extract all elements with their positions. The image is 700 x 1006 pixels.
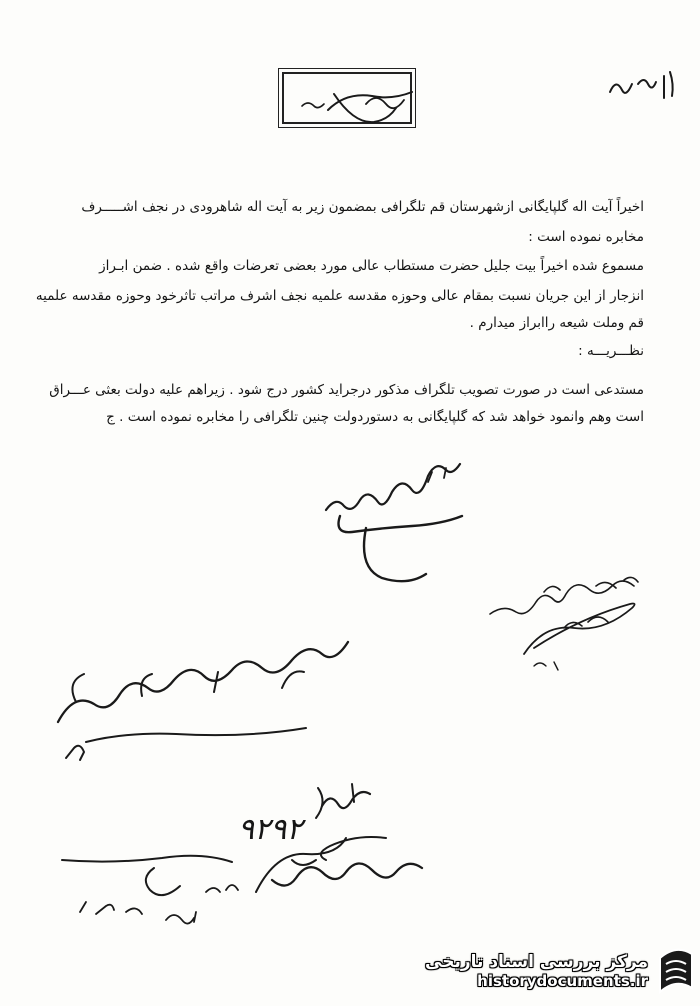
opinion-heading: نظـــریـــه : — [578, 343, 644, 359]
typed-line-5: قم وملت شیعه راابراز میدارم . — [469, 315, 644, 331]
handwritten-note-lower — [46, 662, 366, 772]
typed-line-8: است وهم وانمود خواهد شد که گلپایگانی به دستوردولت چنین تلگرافی را مخابره نموده است . ج — [106, 409, 644, 425]
typed-line-3: مسموع شده اخیراً بیت جلیل حضرت مستطاب عالی مورد بعضی تعرضات واقع شده . ضمن ابـراز — [99, 258, 644, 274]
logo-text — [425, 952, 648, 990]
typed-line-2: مخابره نموده است : — [528, 229, 644, 245]
corner-handwritten-mark — [598, 62, 688, 106]
typed-line-1: اخیراً آیت اله گلپایگانی ازشهرستان قم تلگرافی بمضمون زیر به آیت اله شاهرودی در نجف اشـــــرف — [81, 199, 644, 215]
handwritten-reference-number: ۹۲۹۲ — [238, 812, 303, 847]
history-documents-logo — [414, 940, 698, 1002]
handwritten-approval-note — [318, 462, 488, 592]
stamp-signature — [270, 80, 440, 136]
signature-with-date — [484, 566, 654, 678]
logo-name-fa: مرکز بررسی اسناد تاریخی — [425, 952, 648, 972]
logo-site: historydocuments.ir — [477, 972, 648, 990]
typed-line-7: مستدعی است در صورت تصویب تلگراف مذکور درجراید کشور درج شود . زیراهم علیه دولت بعثی عـــراق — [49, 382, 644, 398]
bottom-signatures — [56, 820, 436, 938]
typed-line-4: انزجار از این جریان نسبت بمقام عالی وحوزه مقدسه علمیه نجف اشرف مراتب تاثرخود وحوزه مقدسه علمیه — [35, 288, 644, 304]
scroll-emblem-icon — [654, 944, 698, 998]
